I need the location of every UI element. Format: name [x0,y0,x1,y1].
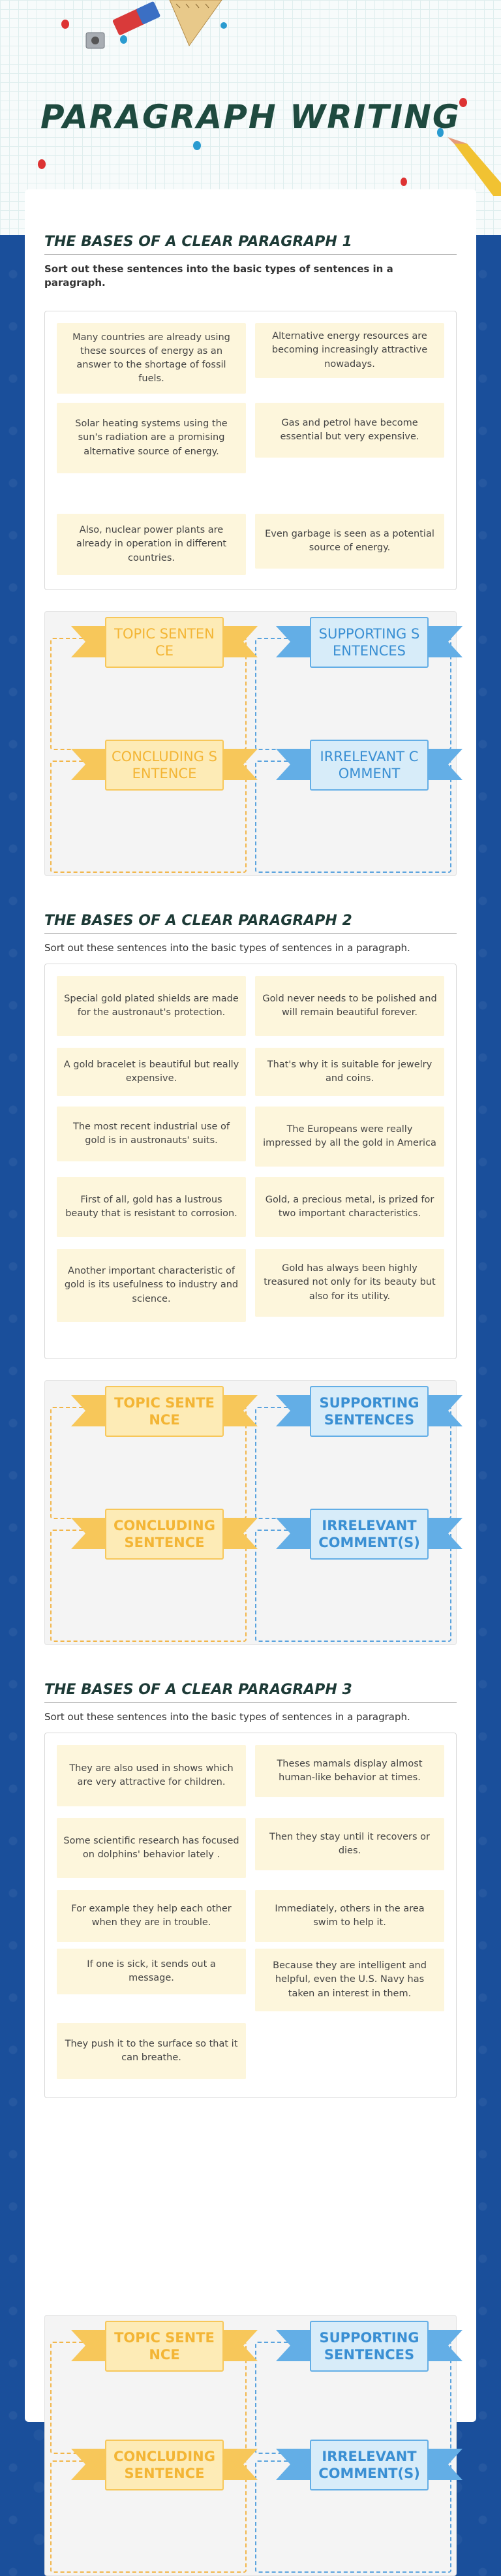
category-label: CONCLUDING SENTENCE [105,1509,224,1560]
sentence-card[interactable]: Theses mamals display almost human-like behavior at times. [255,1745,444,1797]
category-label: IRRELEVANT COMMENT(S) [310,2440,429,2490]
category-label: IRRELEVANT COMMENT(S) [310,1509,429,1560]
category-label: IRRELEVANT COMMENT [310,740,429,791]
section-1 [44,234,457,781]
sentence-card[interactable]: That's why it is suitable for jewelry and coins. [255,1048,444,1096]
section-heading: THE BASES OF A CLEAR PARAGRAPH 3 [44,1682,457,1703]
ruler-icon [163,0,222,46]
category-label: CONCLUDING SENTENCE [105,2440,224,2490]
sentence-card[interactable]: Another important characteristic of gold is its usefulness to industry and science. [57,1249,246,1322]
sentence-card[interactable]: Gold has always been highly treasured not only for its beauty but also for its utility. [255,1249,444,1317]
category-ribbon-irrelevant [276,740,463,792]
category-label: SUPPORTING SENTENCES [310,1386,429,1437]
sentence-bank [44,311,457,590]
sentence-card[interactable]: Gas and petrol have become essential but very expensive. [255,403,444,458]
category-label: SUPPORTING SENTENCES [310,2321,429,2372]
sentence-card[interactable]: Also, nuclear power plants are already in operation in different countries. [57,514,246,575]
category-area [44,2315,457,2576]
confetti-dot [401,178,407,186]
category-ribbon-irrelevant [276,1509,463,1561]
category-ribbon-concluding [71,740,258,792]
category-label: CONCLUDING SENTENCE [105,740,224,791]
sentence-card[interactable]: They push it to the surface so that it can breathe. [57,2023,246,2079]
sentence-card[interactable]: For example they help each other when they are in trouble. [57,1890,246,1942]
sentence-card[interactable]: Immediately, others in the area swim to help it. [255,1890,444,1942]
eraser-icon [108,0,166,39]
section-3 [44,1682,457,2481]
sentence-card[interactable]: Even garbage is seen as a potential source of energy. [255,514,444,569]
sentence-card[interactable]: Solar heating systems using the sun's radiation are a promising alternative source of energy. [57,403,246,473]
sentence-card[interactable]: Alternative energy resources are becoming increasingly attractive nowadays. [255,323,444,378]
worksheet [25,189,476,2481]
category-ribbon-concluding [71,1509,258,1561]
sentence-card[interactable]: Gold never needs to be polished and will remain beautiful forever. [255,976,444,1036]
category-area [44,611,457,876]
section-instruction: Sort out these sentences into the basic types of sentences in a paragraph. [44,263,393,289]
pencil-icon [448,137,501,196]
confetti-dot [193,141,201,150]
section-heading: THE BASES OF A CLEAR PARAGRAPH 1 [44,234,457,255]
sentence-card[interactable]: A gold bracelet is beautiful but really expensive. [57,1048,246,1096]
category-label: SUPPORTING SENTENCES [310,617,429,668]
confetti-dot [220,22,227,29]
category-ribbon-supporting [276,617,463,669]
sentence-card[interactable]: They are also used in shows which are very attractive for children. [57,1745,246,1806]
category-ribbon-concluding [71,2440,258,2492]
category-label: TOPIC SENTENCE [105,617,224,668]
sentence-card[interactable]: First of all, gold has a lustrous beauty that is resistant to corrosion. [57,1177,246,1237]
section-instruction: Sort out these sentences into the basic types of sentences in a paragraph. [44,942,410,954]
sentence-bank [44,1733,457,2098]
confetti-dot [61,20,69,29]
section-instruction: Sort out these sentences into the basic types of sentences in a paragraph. [44,1711,410,1723]
category-ribbon-topic [71,617,258,669]
category-ribbon-topic [71,1386,258,1438]
sentence-card[interactable]: Because they are intelligent and helpful, even the U.S. Navy has taken an interest in them. [255,1949,444,2011]
category-ribbon-topic [71,2321,258,2373]
sentence-card[interactable]: Special gold plated shields are made for the austronaut's protection. [57,976,246,1036]
sentence-card[interactable]: Some scientific research has focused on dolphins' behavior lately . [57,1818,246,1878]
sentence-card[interactable]: The most recent industrial use of gold is in austronauts' suits. [57,1107,246,1161]
sentence-bank [44,964,457,1359]
sentence-card[interactable]: Then they stay until it recovers or dies. [255,1818,444,1870]
sharpener-icon [84,29,110,52]
sentence-card[interactable]: If one is sick, it sends out a message. [57,1949,246,1994]
confetti-dot [38,159,46,169]
category-ribbon-irrelevant [276,2440,463,2492]
category-ribbon-supporting [276,2321,463,2373]
category-ribbon-supporting [276,1386,463,1438]
section-heading: THE BASES OF A CLEAR PARAGRAPH 2 [44,913,457,934]
confetti-dot [120,35,127,44]
sentence-card[interactable]: The Europeans were really impressed by all the gold in America [255,1107,444,1167]
category-label: TOPIC SENTENCE [105,1386,224,1437]
page-title: PARAGRAPH WRITING [40,98,461,136]
category-label: TOPIC SENTENCE [105,2321,224,2372]
section-2 [44,913,457,1550]
sentence-card[interactable]: Gold, a precious metal, is prized for two important characteristics. [255,1177,444,1237]
category-area [44,1380,457,1645]
sentence-card[interactable]: Many countries are already using these sources of energy as an answer to the shortage of fossil fuels. [57,323,246,394]
